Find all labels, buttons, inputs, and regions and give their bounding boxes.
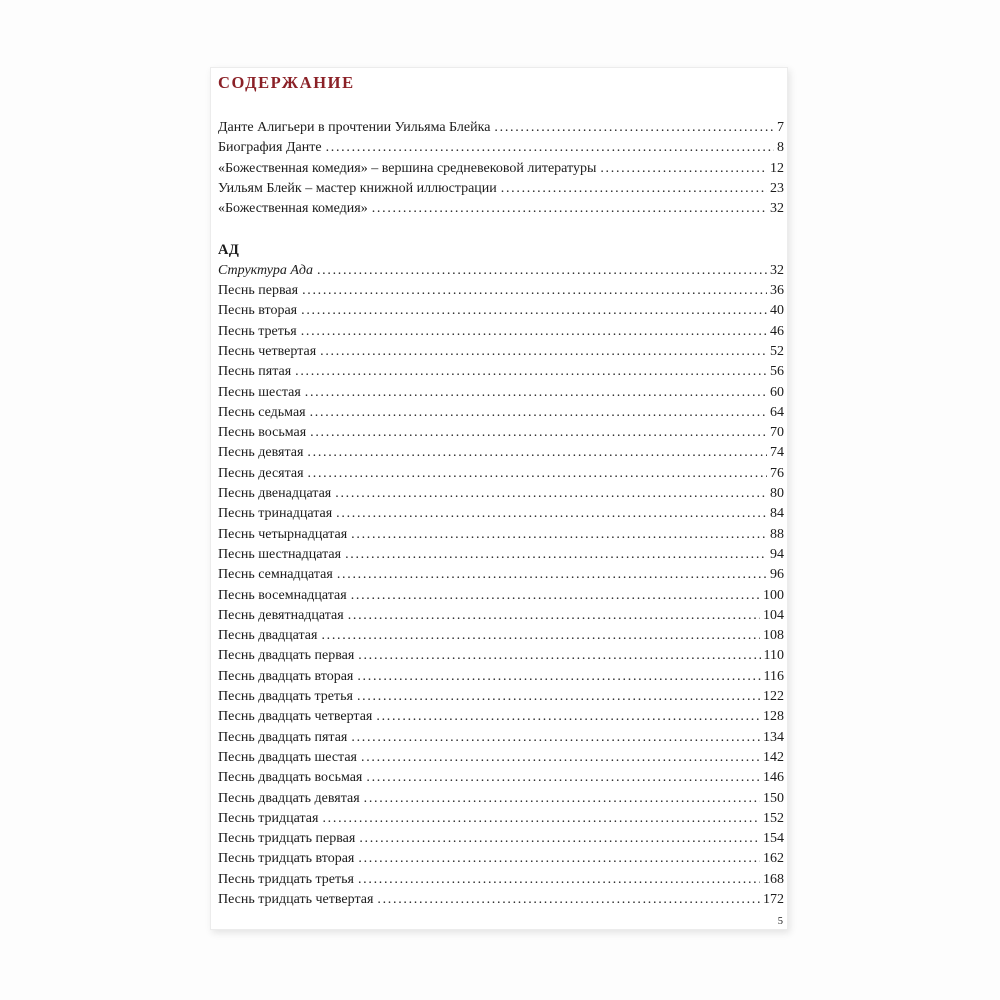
toc-entry-label: Песнь двадцать восьмая [218,770,363,786]
dot-leader [337,565,767,585]
dot-leader [351,525,767,545]
toc-page [210,67,788,930]
toc-entry [218,748,784,768]
toc-entry-label: Песнь тридцать первая [218,831,356,847]
toc-entry [218,809,784,829]
toc-entry-label: Песнь шестнадцатая [218,546,342,562]
toc-entry-page: 80 [770,486,784,502]
toc-entry-label: Песнь тридцать четвертая [218,891,374,907]
toc-entry-page: 46 [770,323,784,339]
toc-entry-label: Песнь восьмая [218,425,307,441]
toc-entry-label: Биография Данте [218,140,322,156]
dot-leader [357,687,760,707]
toc-entry-label: Песнь двадцать первая [218,648,355,664]
dot-leader [358,849,760,869]
toc-entry [218,342,784,362]
toc-entry [218,870,784,890]
toc-entry [218,565,784,585]
dot-leader [351,586,760,606]
toc-entry-page: 100 [763,587,784,603]
toc-entry-page: 40 [770,303,784,319]
toc-entry-page: 60 [770,384,784,400]
dot-leader [301,322,767,342]
dot-leader [364,789,760,809]
toc-entry-label: Песнь четырнадцатая [218,526,348,542]
toc-entry-page: 152 [763,810,784,826]
dot-leader [308,464,767,484]
dot-leader [335,484,767,504]
toc-entry-page: 56 [770,364,784,380]
toc-entry-label: Песнь двенадцатая [218,486,332,502]
toc-entry-label: Песнь семнадцатая [218,567,333,583]
toc-entry [218,646,784,666]
section-heading-ad: АД [218,242,240,259]
toc-entry-label: Песнь двадцать вторая [218,668,354,684]
toc-entry [218,443,784,463]
dot-leader [326,138,774,158]
toc-entry [218,383,784,403]
toc-entry-label: Песнь седьмая [218,404,306,420]
toc-entry-page: 168 [763,871,784,887]
dot-leader [317,261,767,281]
dot-leader [305,383,767,403]
toc-intro-list [218,118,784,219]
page-title: СОДЕРЖАНИЕ [218,73,355,92]
toc-entry-page: 32 [770,201,784,217]
toc-entry-label: Песнь девятая [218,445,304,461]
toc-entry-page: 64 [770,404,784,420]
toc-entry-page: 12 [770,160,784,176]
toc-entry [218,545,784,565]
toc-entry-label: Песнь двадцать третья [218,689,353,705]
toc-entry-page: 88 [770,526,784,542]
dot-leader [376,707,760,727]
toc-entry-label: Песнь вторая [218,303,298,319]
dot-leader [336,504,767,524]
toc-entry-label: Песнь четвертая [218,343,317,359]
toc-entry-page: 104 [763,607,784,623]
toc-entry [218,159,784,179]
toc-entry [218,484,784,504]
toc-entry-label: Песнь пятая [218,364,292,380]
dot-leader [322,809,760,829]
toc-entry-label: Песнь тридцать третья [218,871,354,887]
toc-entry-label: Данте Алигьери в прочтении Уильяма Блейка [218,120,491,135]
toc-entry [218,261,784,281]
dot-leader [377,890,760,910]
toc-entry-label: Песнь тринадцатая [218,506,333,522]
toc-entry-page: 23 [770,180,784,196]
dot-leader [301,301,767,321]
toc-entry-label: Песнь восемнадцатая [218,587,347,603]
dot-leader [321,626,760,646]
toc-entry-page: 146 [763,770,784,786]
toc-entry [218,606,784,626]
toc-entry-label: Песнь двадцать шестая [218,749,357,765]
toc-entry [218,586,784,606]
dot-leader [302,281,767,301]
toc-entry-page: 52 [770,343,784,359]
toc-entry-label: Уильям Блейк – мастер книжной иллюстрации [218,180,497,196]
toc-entry-label: Песнь первая [218,283,299,299]
dot-leader [310,423,767,443]
toc-entry-page: 74 [770,445,784,461]
toc-entry [218,322,784,342]
toc-entry [218,728,784,748]
toc-entry-page: 108 [763,628,784,644]
page-number: 5 [777,916,783,927]
toc-entry-label: Песнь двадцать девятая [218,790,360,806]
toc-entry-label: Песнь двадцать четвертая [218,709,373,725]
toc-entry-label: Песнь двадцатая [218,628,318,644]
toc-entry-page: 7 [777,120,784,135]
toc-entry-label: Песнь шестая [218,384,301,400]
toc-entry [218,423,784,443]
dot-leader [358,646,760,666]
toc-entry [218,890,784,910]
toc-entry-label: Структура Ада [218,262,313,278]
toc-entry [218,687,784,707]
toc-entry-page: 36 [770,283,784,299]
dot-leader [345,545,767,565]
dot-leader [494,118,774,138]
toc-entry [218,281,784,301]
toc-entry-page: 150 [763,790,784,806]
dot-leader [358,870,760,890]
toc-entry-page: 8 [777,140,784,156]
toc-entry-page: 84 [770,506,784,522]
toc-entry [218,179,784,199]
dot-leader [359,829,760,849]
toc-entry-label: Песнь тридцать вторая [218,851,355,867]
toc-entry [218,362,784,382]
toc-entry [218,525,784,545]
toc-entry-label: «Божественная комедия» [218,201,368,217]
toc-entry [218,849,784,869]
toc-entry-page: 162 [763,851,784,867]
toc-entry-page: 154 [763,831,784,847]
toc-entry-label: Песнь девятнадцатая [218,607,344,623]
toc-entry-label: Песнь двадцать пятая [218,729,348,745]
toc-entry-label: «Божественная комедия» – вершина средневековой литературы [218,160,597,176]
toc-entry [218,626,784,646]
dot-leader [310,403,767,423]
toc-entry [218,138,784,158]
toc-entry-page: 96 [770,567,784,583]
toc-entry-page: 134 [763,729,784,745]
toc-entry [218,301,784,321]
toc-entry [218,829,784,849]
toc-entry [218,789,784,809]
dot-leader [501,179,767,199]
toc-content [211,68,787,910]
dot-leader [361,748,760,768]
toc-entry-page: 70 [770,425,784,441]
toc-entry-page: 122 [763,689,784,705]
toc-entry [218,667,784,687]
dot-leader [351,728,760,748]
toc-entry [218,403,784,423]
toc-entry-page: 32 [770,262,784,278]
toc-entry [218,707,784,727]
toc-entry-page: 94 [770,546,784,562]
dot-leader [307,443,767,463]
toc-entry-page: 116 [763,668,784,684]
dot-leader [295,362,767,382]
toc-entry [218,464,784,484]
dot-leader [366,768,760,788]
toc-entry-page: 110 [763,648,784,664]
toc-entry [218,118,784,138]
toc-entry-page: 76 [770,465,784,481]
dot-leader [357,667,760,687]
dot-leader [372,199,767,219]
toc-entry [218,768,784,788]
dot-leader [348,606,760,626]
dot-leader [320,342,767,362]
toc-entry-label: Песнь третья [218,323,297,339]
toc-entry-page: 128 [763,709,784,725]
dot-leader [600,159,767,179]
toc-entry-page: 172 [763,891,784,907]
toc-entry-label: Песнь тридцатая [218,810,319,826]
toc-ad-list [218,261,784,911]
toc-entry [218,199,784,219]
toc-entry-page: 142 [763,749,784,765]
toc-entry-label: Песнь десятая [218,465,304,481]
toc-entry [218,504,784,524]
